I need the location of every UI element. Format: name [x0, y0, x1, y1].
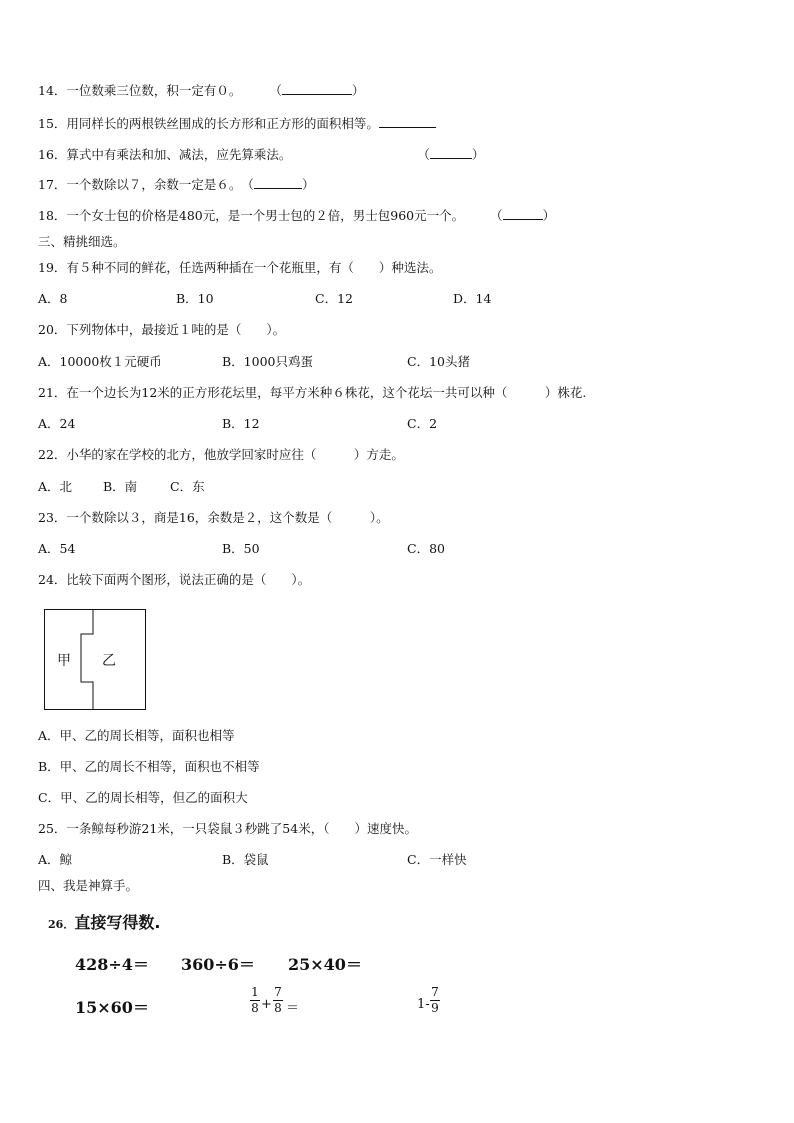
question-21: 21．在一个边长为12米的正方形花坛里，每平方米种６株花，这个花坛一共可以种（ ）株花. — [38, 385, 587, 400]
question-20: 20．下列物体中，最接近１吨的是（ ）。 — [38, 322, 286, 337]
question-15 — [38, 116, 436, 132]
option-c[interactable]: C．甲、乙的周长相等，但乙的面积大 — [38, 790, 248, 805]
answer-paren-open: （ — [490, 208, 503, 223]
answer-paren-close: ） — [542, 208, 556, 223]
answer-paren-open: （ — [417, 147, 430, 162]
answer-paren-open: （ — [269, 83, 282, 98]
question-18-text: 18．一个女士包的价格是480元，是一个男士包的２倍，男士包960元一个。 — [38, 208, 465, 223]
option-a[interactable]: A．10000枚１元硬币 — [38, 354, 162, 369]
question-26-number: 26． — [48, 918, 75, 931]
calc-item: 360÷6＝ — [181, 955, 255, 974]
option-b[interactable]: B．袋鼠 — [222, 852, 269, 867]
answer-blank[interactable] — [503, 208, 543, 220]
calc-item: 25×40＝ — [288, 955, 362, 974]
option-d[interactable]: D．14 — [453, 291, 492, 306]
option-c[interactable]: C．东 — [170, 479, 205, 494]
answer-paren-close: ） — [351, 83, 365, 98]
calc-item: 15×60＝ — [75, 998, 149, 1017]
question-16-text: 16．算式中有乘法和加、减法，应先算乘法。 — [38, 147, 292, 162]
question-19: 19．有５种不同的鲜花，任选两种插在一个花瓶里，有（ ）种选法。 — [38, 260, 442, 275]
question-24: 24．比较下面两个图形，说法正确的是（ ）。 — [38, 572, 311, 587]
question-26-title: 直接写得数. — [74, 913, 161, 932]
fraction-numerator: 7 — [274, 985, 282, 999]
section-heading-4: 四、我是神算手。 — [38, 878, 139, 893]
option-a[interactable]: A．8 — [38, 291, 68, 306]
option-a[interactable]: A．24 — [38, 416, 76, 431]
minuend: 1- — [417, 997, 430, 1012]
section-heading-3: 三、精挑细选。 — [38, 234, 126, 249]
option-a[interactable]: A．甲、乙的周长相等，面积也相等 — [38, 728, 235, 743]
question-17 — [38, 177, 314, 193]
question-26 — [48, 910, 160, 933]
equals-sign: ＝ — [286, 1001, 300, 1016]
option-b[interactable]: B．甲、乙的周长不相等，面积也不相等 — [38, 759, 260, 774]
answer-blank[interactable] — [282, 83, 352, 95]
question-18 — [38, 208, 555, 224]
question-23: 23．一个数除以３，商是16，余数是２，这个数是（ ）。 — [38, 510, 389, 525]
question-14 — [38, 83, 364, 99]
option-a[interactable]: A．54 — [38, 541, 76, 556]
option-c[interactable]: C．一样快 — [407, 852, 467, 867]
option-b[interactable]: B．10 — [176, 291, 214, 306]
fraction-numerator: 1 — [251, 985, 259, 999]
option-c[interactable]: C．80 — [407, 541, 445, 556]
question-22: 22．小华的家在学校的北方，他放学回家时应往（ ）方走。 — [38, 447, 404, 462]
question-14-text: 14．一位数乘三位数，积一定有０。 — [38, 83, 242, 98]
fraction-denominator: 8 — [274, 1001, 282, 1015]
question-15-text: 15．用同样长的两根铁丝围成的长方形和正方形的面积相等。 — [38, 116, 379, 131]
option-b[interactable]: B．1000只鸡蛋 — [222, 354, 313, 369]
question-25: 25．一条鲸每秒游21米，一只袋鼠３秒跳了54米，（ ）速度快。 — [38, 821, 417, 836]
answer-blank[interactable] — [254, 177, 302, 189]
option-a[interactable]: A．北 — [38, 479, 73, 494]
fraction — [250, 986, 260, 1015]
question-17-text: 17．一个数除以７，余数一定是６。 — [38, 177, 242, 192]
option-b[interactable]: B．50 — [222, 541, 260, 556]
option-b[interactable]: B．12 — [222, 416, 260, 431]
question-16 — [38, 147, 484, 163]
fraction — [430, 986, 440, 1015]
calc-item: 428÷4＝ — [75, 955, 149, 974]
fraction-denominator: 9 — [431, 1001, 439, 1015]
plus-sign: + — [261, 997, 272, 1012]
answer-blank[interactable] — [379, 116, 436, 128]
option-c[interactable]: C．12 — [315, 291, 353, 306]
option-a[interactable]: A．鲸 — [38, 852, 73, 867]
shape-label-yi: 乙 — [102, 653, 116, 669]
shape-label-jia: 甲 — [57, 653, 71, 669]
fraction — [273, 986, 283, 1015]
fraction-denominator: 8 — [251, 1001, 259, 1015]
shape-figure — [44, 609, 146, 710]
fraction-numerator: 7 — [431, 985, 439, 999]
option-c[interactable]: C．10头猪 — [407, 354, 470, 369]
option-c[interactable]: C．2 — [407, 416, 438, 431]
answer-blank[interactable] — [430, 147, 472, 159]
answer-paren-open: （ — [241, 177, 254, 192]
answer-paren-close: ） — [301, 177, 315, 192]
option-b[interactable]: B．南 — [103, 479, 138, 494]
answer-paren-close: ） — [471, 147, 485, 162]
